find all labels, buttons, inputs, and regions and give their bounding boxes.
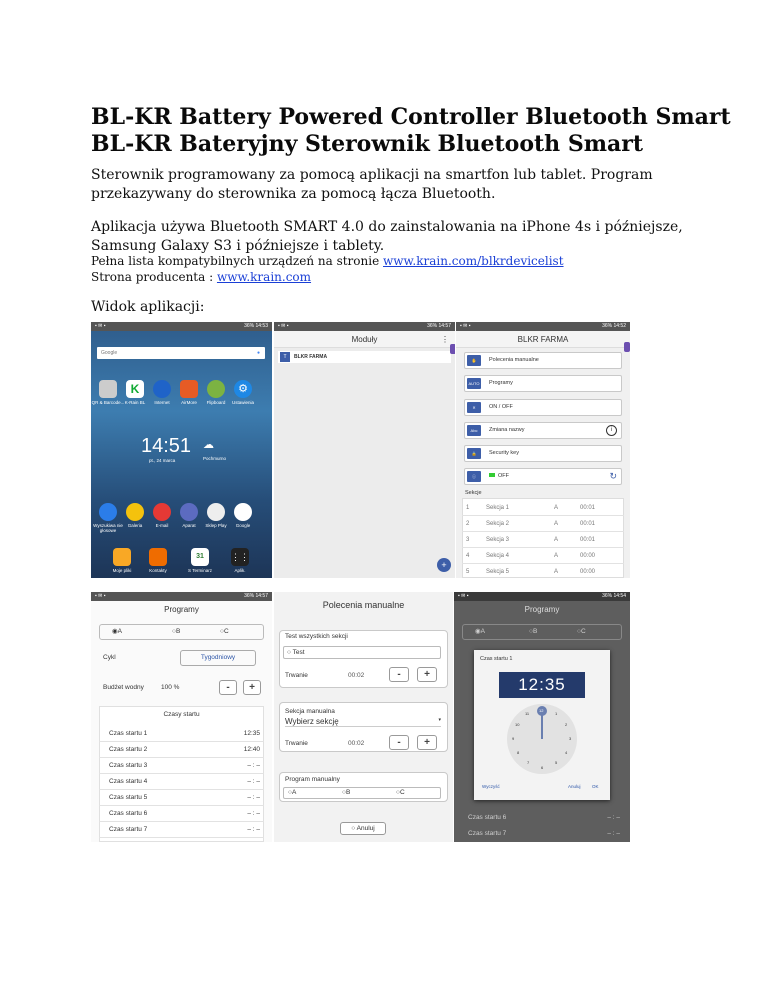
manufacturer-label: Strona producenta :	[91, 270, 217, 284]
cancel-button[interactable]: ○ Anuluj	[340, 822, 386, 835]
power-status-icon: ⓘ	[467, 471, 481, 482]
modules-header	[274, 331, 455, 348]
manual-section-heading: Sekcja manualna	[285, 708, 335, 715]
off-label: OFF	[498, 473, 509, 479]
radio-c-label: C	[399, 789, 405, 796]
app-label-camera: Aparat	[182, 523, 196, 528]
radio-c-label: C	[580, 628, 586, 635]
rename-button[interactable]	[464, 422, 622, 439]
start-time-label: Czas startu 1	[109, 730, 148, 737]
start-time-value: 12:35	[243, 730, 260, 737]
bluetooth-module-icon: T	[280, 352, 290, 362]
start-time-row[interactable]	[99, 742, 264, 758]
section-time: 00:01	[580, 505, 596, 511]
section-row[interactable]	[462, 500, 624, 516]
airmore-app-icon[interactable]	[180, 380, 198, 398]
section-row[interactable]	[462, 564, 624, 578]
dropdown-arrow-icon: ▾	[438, 717, 441, 723]
screenshot-device	[456, 322, 630, 578]
app-label-settings: Ustawienia	[231, 400, 254, 405]
start-times-heading: Czasy startu	[163, 711, 200, 718]
section-name: Sekcja 5	[486, 569, 510, 575]
dialog-ok-button[interactable]: OK	[592, 784, 599, 789]
app-label-apps: Aplik.	[234, 568, 246, 573]
on-off-button[interactable]	[464, 399, 622, 416]
duration-label: Trwanie	[285, 672, 308, 679]
programs-icon: AUTO	[467, 378, 481, 389]
programs-button[interactable]	[464, 375, 622, 392]
side-tab-icon	[450, 344, 455, 354]
app-label-voice: Wyszukiwa nie głosowe	[93, 523, 123, 533]
program-radio-group	[462, 624, 622, 640]
hand-icon: ✋	[467, 355, 481, 366]
radio-c[interactable]: ○C	[396, 789, 405, 796]
app-label-airmore: AirMore	[181, 400, 197, 405]
status-row	[464, 468, 622, 485]
hour-6: 6	[541, 765, 544, 770]
app-label-qr: QR & Barcode...	[91, 400, 125, 405]
start-time-row[interactable]	[99, 758, 264, 774]
screenshot-home	[91, 322, 272, 578]
radio-a[interactable]: ◉A	[475, 628, 486, 635]
mic-icon[interactable]: ●	[256, 350, 260, 356]
cycle-select[interactable]: Tygodniowy	[180, 650, 256, 666]
section-time: 00:00	[580, 569, 596, 575]
dialog-cancel-button[interactable]: Anuluj	[568, 784, 581, 789]
info-icon[interactable]: i	[606, 425, 617, 436]
clock-face[interactable]	[507, 704, 577, 774]
start-time-label: Czas startu 5	[109, 794, 148, 801]
section-time: 00:01	[580, 537, 596, 543]
start-time-label: Czas startu 6	[468, 814, 507, 821]
start-time-row[interactable]	[99, 774, 264, 790]
app-label-contacts: Kontakty	[149, 568, 167, 573]
flipboard-app-icon[interactable]	[207, 380, 225, 398]
settings-gear-icon[interactable]: ⚙	[234, 380, 252, 398]
duration-plus-button-2[interactable]: +	[417, 735, 437, 750]
radio-b-label: B	[345, 789, 351, 796]
section-select[interactable]	[285, 717, 441, 727]
sections-heading: Sekcje	[465, 490, 482, 496]
module-name: BLKR FARMA	[294, 354, 328, 360]
start-time-row[interactable]	[99, 726, 264, 742]
app-label-krain: K-Rain BL	[124, 400, 146, 405]
status-icons: ▪ ✉ ▪	[278, 323, 289, 329]
hour-9: 9	[512, 736, 515, 741]
section-row[interactable]	[462, 548, 624, 564]
water-budget-label: Budżet wodny	[103, 684, 144, 691]
start-time-value: – : –	[247, 826, 260, 833]
status-time: 36% 14:57	[244, 593, 268, 599]
screenshot-programs	[91, 592, 272, 842]
radio-c[interactable]: ○C	[577, 628, 586, 635]
app-label-calendar: S Terminarz	[188, 568, 212, 573]
start-time-label: Czas startu 4	[109, 778, 148, 785]
app-label-gallery: Galeria	[127, 523, 143, 528]
section-name: Sekcja 1	[486, 505, 510, 511]
device-list-link[interactable]: www.krain.com/blkrdevicelist	[383, 254, 564, 268]
device-header: BLKR FARMA	[456, 331, 630, 348]
play-store-icon[interactable]	[207, 503, 225, 521]
refresh-icon[interactable]: ↻	[609, 471, 617, 481]
status-time: 36% 14:53	[244, 323, 268, 329]
radio-a-label: A	[480, 628, 486, 635]
test-radio[interactable]: ○ Test	[283, 646, 441, 659]
manual-program-radios	[283, 787, 441, 799]
device-list-label: Pełna lista kompatybilnych urządzeń na stronie	[91, 254, 384, 268]
status-icons: ▪ ✉ ▪	[458, 593, 469, 599]
water-budget-value: 100 %	[161, 684, 180, 691]
hour-4: 4	[565, 750, 568, 755]
section-row[interactable]	[462, 532, 624, 548]
contacts-icon[interactable]	[149, 548, 167, 566]
section-program: A	[554, 521, 559, 527]
status-bar	[274, 322, 455, 331]
time-picker-dialog	[474, 650, 610, 800]
calendar-icon[interactable]: 31	[191, 548, 209, 566]
app-label-google: Google	[235, 523, 251, 528]
start-time-label: Czas startu 7	[109, 826, 148, 833]
manual-commands-button[interactable]	[464, 352, 622, 369]
duration-minus-button[interactable]: -	[389, 667, 409, 682]
radio-c[interactable]: ○C	[220, 628, 229, 635]
battery-icon	[489, 473, 495, 477]
radio-c-label: C	[223, 628, 229, 635]
section-name: Sekcja 2	[486, 521, 510, 527]
manufacturer-link[interactable]: www.krain.com	[216, 270, 312, 284]
programs-header-dimmed: Programy	[454, 601, 630, 618]
rename-label: Zmiana nazwy	[489, 427, 525, 433]
radio-b[interactable]: ○B	[342, 789, 351, 796]
internet-app-icon[interactable]	[153, 380, 171, 398]
weather-cloud-icon: ☁	[203, 439, 214, 451]
duration-plus-button[interactable]: +	[417, 667, 437, 682]
start-time-value: – : –	[247, 762, 260, 769]
radio-a-label: A	[117, 628, 123, 635]
overflow-menu-icon[interactable]: ⋮	[441, 335, 449, 344]
duration-minus-button-2[interactable]: -	[389, 735, 409, 750]
status-icons: ▪ ✉ ▪	[95, 593, 106, 599]
status-time: 36% 14:52	[602, 323, 626, 329]
start-time-row[interactable]	[99, 822, 264, 838]
hour-7: 7	[527, 760, 530, 765]
radio-b[interactable]: ○B	[529, 628, 538, 635]
start-time-row[interactable]	[99, 790, 264, 806]
radio-a[interactable]: ◉A	[112, 628, 123, 635]
start-time-value: – : –	[247, 810, 260, 817]
duration-label-2: Trwanie	[285, 740, 308, 747]
section-number: 4	[466, 553, 470, 559]
section-number: 5	[466, 569, 470, 575]
start-time-row[interactable]	[99, 806, 264, 822]
hour-5: 5	[555, 760, 558, 765]
security-key-label: Security key	[489, 450, 519, 456]
power-icon: ✕	[467, 402, 481, 413]
start-time-value: – : –	[607, 830, 620, 837]
radio-b-label: B	[532, 628, 538, 635]
clock-time: 14:51	[141, 435, 192, 457]
hour-3: 3	[569, 736, 572, 741]
program-radio-group	[99, 624, 264, 640]
screenshot-manual	[274, 592, 453, 842]
status-time: 36% 14:54	[602, 593, 626, 599]
start-time-value: – : –	[247, 778, 260, 785]
start-time-label: Czas startu 3	[109, 762, 148, 769]
my-files-icon[interactable]	[113, 548, 131, 566]
hour-12: 12	[539, 708, 544, 713]
hour-10: 10	[515, 722, 520, 727]
section-time: 00:00	[580, 553, 596, 559]
intro-line-1: Sterownik programowany za pomocą aplikacji na smartfon lub tablet. Program	[91, 167, 653, 183]
programs-label: Programy	[489, 380, 513, 386]
intro-line-2: przekazywany do sterownika za pomocą łącza Bluetooth.	[91, 186, 496, 202]
manufacturer-line	[91, 269, 311, 285]
app-view-heading: Widok aplikacji:	[91, 299, 205, 315]
manual-program-heading: Program manualny	[285, 776, 340, 783]
module-item[interactable]	[278, 351, 451, 363]
status-time: 36% 14:57	[427, 323, 451, 329]
start-time-label: Czas startu 6	[109, 810, 148, 817]
hour-2: 2	[565, 722, 568, 727]
doc-title-english: BL-KR Battery Powered Controller Bluetooth Smart	[91, 104, 731, 130]
programs-header: Programy	[91, 601, 272, 618]
start-time-value: – : –	[607, 814, 620, 821]
radio-a[interactable]: ○A	[288, 789, 297, 796]
security-key-button[interactable]	[464, 445, 622, 462]
section-program: A	[554, 553, 559, 559]
voice-search-icon[interactable]	[99, 503, 117, 521]
section-program: A	[554, 569, 559, 575]
test-all-heading: Test wszystkich sekcji	[285, 633, 348, 640]
test-label: Test	[292, 649, 305, 656]
app-label-files: Moje pliki	[112, 568, 132, 573]
section-number: 1	[466, 505, 470, 511]
start-time-label: Czas startu 7	[468, 830, 507, 837]
side-tab-icon	[624, 342, 630, 352]
doc-title-polish: BL-KR Bateryjny Sterownik Bluetooth Smart	[91, 131, 643, 157]
google-app-icon[interactable]	[234, 503, 252, 521]
app-info-line-2: Samsung Galaxy S3 i późniejsze i tablety.	[91, 238, 385, 254]
status-bar	[456, 322, 630, 331]
section-time: 00:01	[580, 521, 596, 527]
hour-1: 1	[555, 711, 558, 716]
camera-app-icon[interactable]	[180, 503, 198, 521]
section-row[interactable]	[462, 516, 624, 532]
start-time-value: 12:40	[243, 746, 260, 753]
section-program: A	[554, 537, 559, 543]
hour-8: 8	[517, 750, 520, 755]
clear-button[interactable]: Wyczyść	[482, 784, 500, 789]
app-label-email: E-mail	[155, 523, 169, 528]
radio-b[interactable]: ○B	[172, 628, 181, 635]
google-search-bar[interactable]	[97, 347, 265, 359]
start-time-value: – : –	[247, 794, 260, 801]
section-name: Sekcja 3	[486, 537, 510, 543]
section-name: Sekcja 4	[486, 553, 510, 559]
cancel-label: Anuluj	[356, 825, 375, 832]
gallery-app-icon[interactable]	[126, 503, 144, 521]
clock-date: pt., 24 marca	[149, 458, 176, 463]
status-bar	[454, 592, 630, 601]
radio-a-label: A	[291, 789, 297, 796]
dialog-title: Czas startu 1	[480, 656, 513, 662]
radio-b-label: B	[175, 628, 181, 635]
duration-value-2: 00:02	[348, 740, 365, 747]
rename-icon: Abc	[467, 425, 481, 436]
on-off-label: ON / OFF	[489, 404, 513, 410]
status-bar	[91, 592, 272, 601]
manual-header: Polecenia manualne	[274, 592, 453, 618]
weather-label: Pochmurno	[203, 456, 227, 461]
section-select-value: Wybierz sekcję	[285, 717, 339, 726]
hour-11: 11	[525, 711, 530, 716]
app-info-line-1: Aplikacja używa Bluetooth SMART 4.0 do zainstalowania na iPhone 4s i późniejsze,	[91, 219, 683, 235]
modules-title: Moduły	[351, 335, 378, 344]
app-label-flipboard: Flipboard	[206, 400, 226, 405]
app-label-play: Sklep Play	[205, 523, 227, 528]
status-icons: ▪ ✉ ▪	[95, 323, 106, 329]
status-bar	[91, 322, 272, 331]
screenshot-time-picker	[454, 592, 630, 842]
device-list-line	[91, 253, 564, 269]
krain-app-icon[interactable]: K	[126, 380, 144, 398]
plus-button[interactable]: +	[243, 680, 261, 695]
minus-button[interactable]: -	[219, 680, 237, 695]
manual-commands-label: Polecenia manualne	[489, 357, 539, 363]
email-app-icon[interactable]	[153, 503, 171, 521]
section-program: A	[554, 505, 559, 511]
start-time-label: Czas startu 2	[109, 746, 148, 753]
section-number: 3	[466, 537, 470, 543]
cycle-label: Cykl	[103, 654, 116, 661]
lock-icon: 🔒	[467, 448, 481, 459]
status-icons: ▪ ✉ ▪	[460, 323, 471, 329]
duration-value: 00:02	[348, 672, 365, 679]
selected-time-display: 12:35	[499, 672, 585, 698]
qr-app-icon[interactable]	[99, 380, 117, 398]
add-module-button[interactable]: +	[437, 558, 451, 572]
apps-grid-icon[interactable]: ⋮⋮	[231, 548, 249, 566]
section-number: 2	[466, 521, 470, 527]
screenshot-modules	[274, 322, 455, 578]
clock-hand	[541, 714, 543, 739]
search-label: Google	[101, 350, 118, 356]
app-label-internet: Internet	[154, 400, 170, 405]
